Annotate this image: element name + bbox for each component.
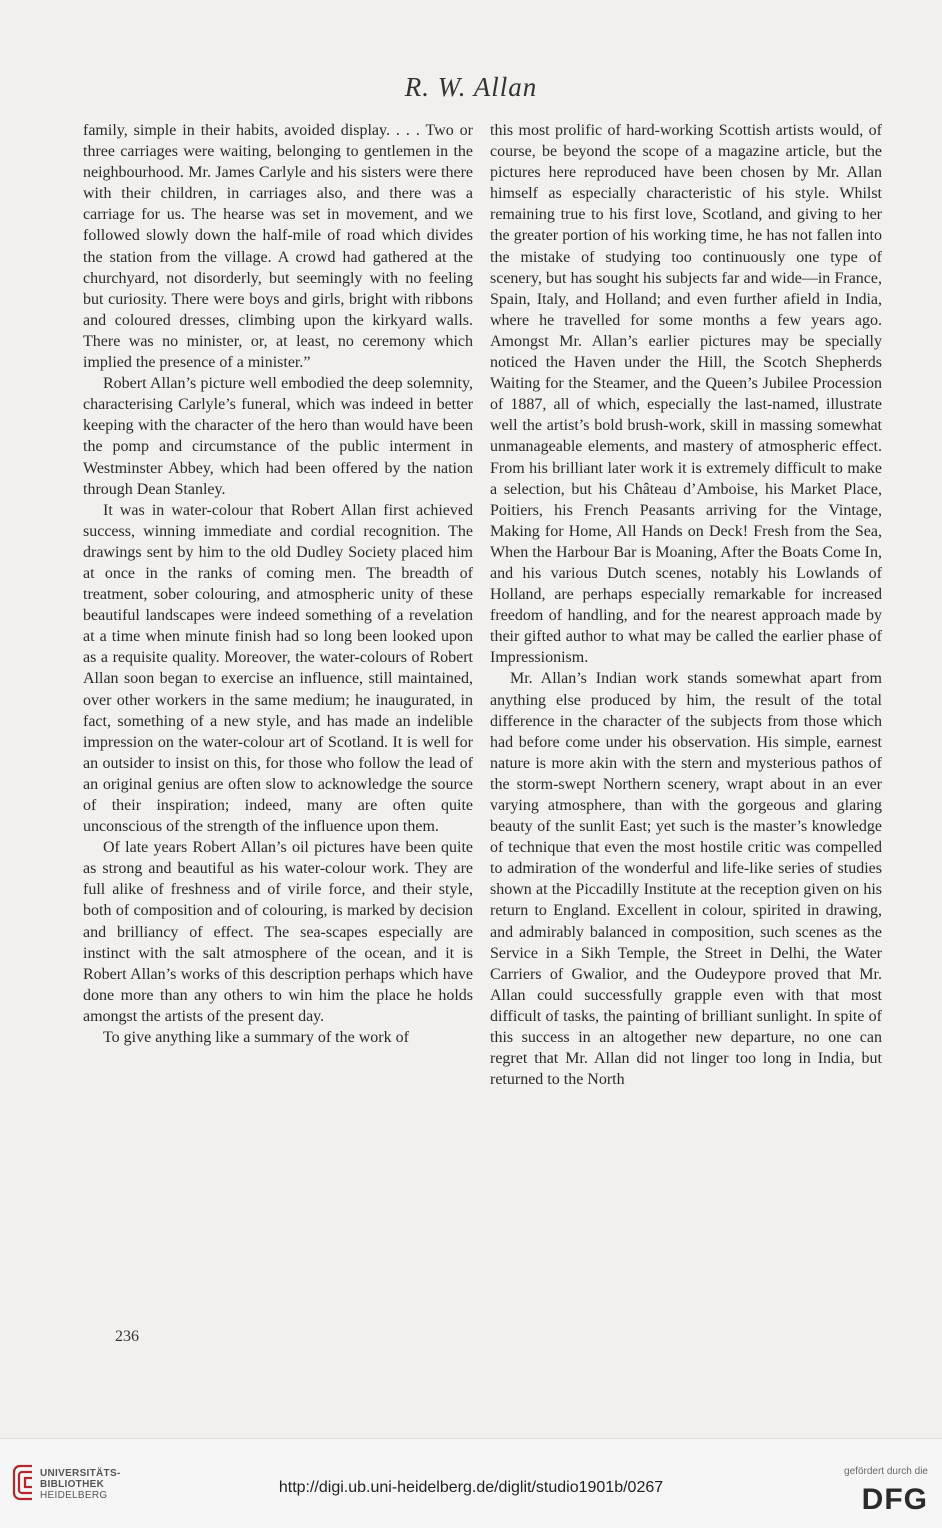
paragraph: It was in water-colour that Robert Allan first achieved success, winning immediate and cordial recognition. The drawings sent by him to the old Dudley Society placed him at once in the ranks of coming men. The breadth of treatment, sober colouring, and atmospheric unity of these beautiful landscapes were indeed something of a revelation at a time when minute finish had so long been looked upon as a requisite quality. Moreover, the water-colours of Robert Allan soon began to exercise an influence, still maintained, over other workers in the same medium; he inaugurated, in fact, something of a new style, and has made an indelible impression on the water-colour art of Scotland. It is well for an outsider to insist on this, for those who follow the lead of an original genius are often slow to acknowledge the source of their inspiration; indeed, many are often quite unconscious of the strength of the influence upon them. xyxy=(83,501,473,836)
left-column xyxy=(83,120,473,1048)
dfg-logo: DFG xyxy=(861,1483,928,1516)
paragraph: Robert Allan’s picture well embodied the deep solemnity, characterising Carlyle’s funeral, which was indeed in better keeping with the character of the hero than would have been the pomp and circumstance of the public interment in Westminster Abbey, which had been offered by the nation through Dean Stanley. xyxy=(83,375,473,498)
paragraph: family, simple in their habits, avoided display. . . . Two or three carriages were waiting, belonging to gentlemen in the neighbourhood. Mr. James Carlyle and his sisters were there with their children, in carriages also, and there was a carriage for us. The hearse was set in movement, and we followed slowly down the half-mile of road which divides the station from the village. A crowd had gathered at the churchyard, not disorderly, but seemingly with no feeling but curiosity. There were boys and girls, bright with ribbons and coloured dresses, climbing upon the kirkyard walls. There was no minister, or, at least, no ceremony which implied the presence of a minister.” xyxy=(83,122,473,372)
footer-bar xyxy=(0,1438,942,1528)
paragraph: this most prolific of hard-working Scottish artists would, of course, be beyond the scope of a magazine article, but the pictures here reproduced have been chosen by Mr. Allan himself as especially characteristic of his style. Whilst remaining true to his first love, Scotland, and giving to her the greater portion of his working time, he has not fallen into the mistake of studying too continuously one type of scenery, but has sought his subjects far and wide—in France, Spain, Italy, and Holland; and even further afield in India, where he travelled for some months a few years ago. Amongst Mr. Allan’s earlier pictures may be specially noticed the Haven under the Hill, the Scotch Shepherds Waiting for the Steamer, and the Queen’s Jubilee Procession of 1887, all of which, especially the last-named, illustrate well the artist’s bold brush-work, skill in massing somewhat unmanageable elements, and mastery of atmospheric effect. From his brilliant later work it is extremely difficult to make a selection, but his Château d’Amboise, his Market Place, Poitiers, his French Peasants arriving for the Vintage, Making for Home, All Hands on Deck! Fresh from the Sea, When the Harbour Bar is Moaning, After the Boats Come In, and his various Dutch scenes, notably his Lowlands of Holland, are perhaps especially remarkable for increased freedom of handling, and for the nearest approach made by their gifted author to what may be called the earlier phase of Impressionism. xyxy=(490,122,882,667)
paragraph: To give anything like a summary of the work of xyxy=(103,1029,409,1047)
paragraph: Mr. Allan’s Indian work stands somewhat apart from anything else produced by him, the result of the total difference in the character of the subjects from those which had before come under his observation. His simple, earnest nature is more akin with the stern and mysterious pathos of the storm-swept Northern scenery, wrapt about in an ever varying atmosphere, than with the gorgeous and glaring beauty of the sunlit East; yet such is the master’s knowledge of technique that even the most hostile critic was compelled to admiration of the wonderful and life-like series of studies shown at the Piccadilly Institute at the reception given on his return to England. Excellent in colour, spirited in drawing, and admirably balanced in composition, such scenes as the Service in a Sikh Temple, the Street in Delhi, the Water Carriers of Gwalior, and the Oudeypore proved that Mr. Allan could successfully grapple even with that most difficult of tasks, the painting of brilliant sunlight. In spite of this success in an altogether new departure, no one can regret that Mr. Allan did not linger too long in India, but returned to the North xyxy=(490,670,882,1089)
source-url-link[interactable]: http://digi.ub.uni-heidelberg.de/diglit/studio1901b/0267 xyxy=(278,1479,664,1496)
paragraph: Of late years Robert Allan’s oil pictures have been quite as strong and beautiful as his water-colour work. They are full alike of freshness and of virile force, and their style, both of composition and of colouring, is marked by decision and brilliancy of effect. The sea-scapes especially are instinct with the salt atmosphere of the ocean, and it is Robert Allan’s works of this description perhaps which have done more than any others to win him the place he holds amongst the artists of the present day. xyxy=(83,839,473,1025)
right-column xyxy=(490,120,882,1090)
running-header: R. W. Allan xyxy=(404,72,538,102)
funded-by-label: gefördert durch die xyxy=(844,1466,928,1477)
page-number: 236 xyxy=(115,1328,139,1345)
library-name: UNIVERSITÄTS- BIBLIOTHEK HEIDELBERG xyxy=(40,1468,121,1501)
